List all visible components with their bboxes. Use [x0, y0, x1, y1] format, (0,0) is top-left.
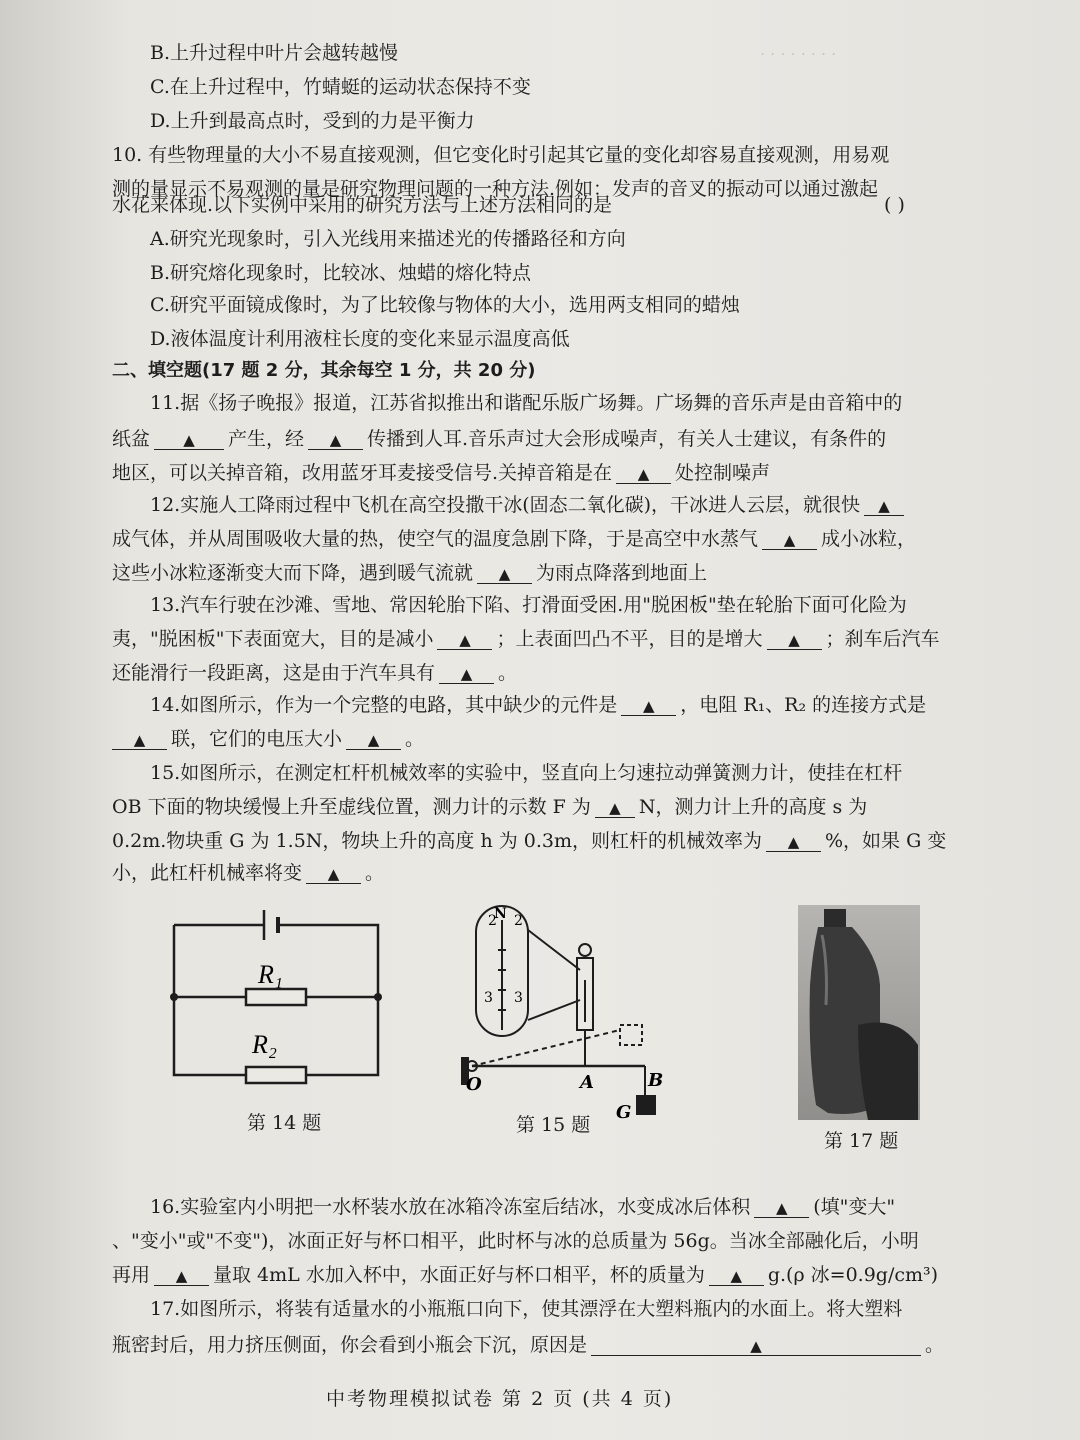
weight-g-label: G: [616, 1102, 632, 1123]
caption-q17: 第 17 题: [824, 1130, 899, 1152]
q10-stem-line2: 测的量显示不易观测的量是研究物理问题的一种方法.例如：发声的音叉的振动可以通过激起: [112, 178, 879, 200]
point-o-label: O: [466, 1074, 482, 1095]
q13-text: 夷，"脱困板"下表面宽大，目的是减小: [112, 628, 434, 650]
bleed-through-text: . . . . . . . .: [760, 40, 837, 59]
answer-blank[interactable]: ▲: [767, 631, 822, 650]
q10-stem-line1: 10. 有些物理量的大小不易直接观测，但它变化时引起其它量的变化却容易直接观测，用易观: [112, 144, 890, 166]
answer-blank[interactable]: ▲: [437, 631, 492, 650]
q12-line2: [112, 528, 916, 550]
q12-line1: [150, 494, 908, 516]
q13-line2: [112, 628, 940, 650]
q16-text: g.(ρ 冰=0.9g/cm³): [767, 1264, 939, 1286]
q14-text: 14.如图所示，作为一个完整的电路，其中缺少的元件是: [150, 694, 618, 716]
q15-text: 。: [365, 862, 385, 884]
answer-blank[interactable]: ▲: [154, 431, 224, 450]
scale-unit-label: N: [494, 906, 507, 922]
q12-text: 为雨点降落到地面上: [536, 562, 708, 584]
q17-text: 。: [925, 1334, 945, 1356]
answer-blank[interactable]: ▲: [616, 465, 671, 484]
q11-text: 纸盆: [112, 428, 151, 450]
q12-text: 12.实施人工降雨过程中飞机在高空投撒干冰(固态二氧化碳)，干冰进人云层，就很快: [150, 494, 861, 516]
answer-blank[interactable]: ▲: [754, 1199, 809, 1218]
lever-diagram: [440, 890, 670, 1130]
q15-line1: 15.如图所示，在测定杠杆机械效率的实验中，竖直向上匀速拉动弹簧测力计，使挂在杠杆: [150, 762, 903, 784]
q9-option-d: D.上升到最高点时，受到的力是平衡力: [150, 110, 475, 132]
scale-tick-label: 3: [484, 990, 493, 1006]
caption-q14: 第 14 题: [247, 1112, 322, 1134]
q12-line3: [112, 562, 707, 584]
q10-option-c: C.研究平面镜成像时，为了比较像与物体的大小，选用两支相同的蜡烛: [150, 294, 740, 316]
q10-option-b: B.研究熔化现象时，比较冰、烛蜡的熔化特点: [150, 262, 532, 284]
q10-answer-paren: ( ): [884, 194, 905, 216]
section-heading: 二、填空题(17 题 2 分，其余每空 1 分，共 20 分): [112, 360, 536, 381]
q11-text: 产生，经: [228, 428, 305, 450]
q16-line2: 、"变小"或"不变")，冰面正好与杯口相平，此时杯与冰的总质量为 56g。当冰全部融化后，小明: [112, 1230, 919, 1252]
q13-text: 还能滑行一段距离，这是由于汽车具有: [112, 662, 436, 684]
q16-text: (填"变大": [813, 1196, 896, 1218]
answer-blank[interactable]: ▲: [306, 865, 361, 884]
q14-text: 联，它们的电压大小: [171, 728, 343, 750]
q10-option-a: A.研究光现象时，引入光线用来描述光的传播路径和方向: [150, 228, 626, 250]
q16-line1: [150, 1196, 895, 1218]
r1-label: R₁: [258, 960, 283, 989]
q13-line1: 13.汽车行驶在沙滩、雪地、常因轮胎下陷、打滑面受困.用"脱困板"垫在轮胎下面可化险为: [150, 594, 907, 616]
answer-blank[interactable]: ▲: [477, 565, 532, 584]
q9-option-b: B.上升过程中叶片会越转越慢: [150, 42, 399, 64]
q17-line1: 17.如图所示，将装有适量水的小瓶瓶口向下，使其漂浮在大塑料瓶内的水面上。将大塑料: [150, 1298, 903, 1320]
q11-text: 地区，可以关掉音箱，改用蓝牙耳麦接受信号.关掉音箱是在: [112, 462, 613, 484]
caption-q15: 第 15 题: [516, 1114, 591, 1136]
q11-text: 传播到人耳.音乐声过大会形成噪声，有关人士建议，有条件的: [367, 428, 887, 450]
answer-blank[interactable]: ▲: [766, 833, 821, 852]
q11-line1: 11.据《扬子晚报》报道，江苏省拟推出和谐配乐版广场舞。广场舞的音乐声是由音箱中的: [150, 392, 903, 414]
circuit-diagram: [160, 895, 390, 1090]
point-b-label: B: [648, 1070, 664, 1091]
scale-tick-label: 3: [514, 990, 523, 1006]
weight-block: [636, 1095, 656, 1115]
q14-text: ，电阻 R₁、R₂ 的连接方式是: [680, 694, 927, 716]
q16-text: 16.实验室内小明把一水杯装水放在冰箱冷冻室后结冰，水变成冰后体积: [150, 1196, 751, 1218]
answer-blank[interactable]: ▲: [112, 731, 167, 750]
q13-text: ；刹车后汽车: [825, 628, 940, 650]
resistor-r1: [246, 989, 306, 1005]
q15-text: 0.2m.物块重 G 为 1.5N，物块上升的高度 h 为 0.3m，则杠杆的机械效率为: [112, 830, 762, 852]
q10-stem-line3: 水花来体现.以下实例中采用的研究方法与上述方法相同的是: [112, 194, 613, 216]
scale-tick-label: 2: [488, 913, 497, 929]
q14-line2: [112, 728, 424, 750]
scale-tick-label: 2: [514, 913, 523, 929]
page-footer: 中考物理模拟试卷 第 2 页 (共 4 页): [326, 1388, 674, 1410]
q14-text: 。: [405, 728, 425, 750]
q13-text: ；上表面凹凸不平，目的是增大: [496, 628, 763, 650]
q15-line2: [112, 796, 867, 818]
q9-option-c: C.在上升过程中，竹蜻蜓的运动状态保持不变: [150, 76, 531, 98]
answer-blank[interactable]: ▲: [308, 431, 363, 450]
q12-text: 成小冰粒，: [821, 528, 917, 550]
q11-line2: [112, 428, 886, 450]
q16-text: 再用: [112, 1264, 151, 1286]
answer-blank[interactable]: ▲: [595, 799, 635, 818]
answer-blank[interactable]: ▲: [346, 731, 401, 750]
point-a-label: A: [580, 1072, 594, 1093]
bottle-photo: [798, 905, 920, 1120]
q10-option-d: D.液体温度计利用液柱长度的变化来显示温度高低: [150, 328, 570, 350]
q14-line1: [150, 694, 926, 716]
answer-blank[interactable]: ▲: [439, 665, 494, 684]
r2-label: R₂: [252, 1030, 277, 1059]
q17-line2: [112, 1334, 944, 1356]
q12-text: 这些小冰粒逐渐变大而下降，遇到暖气流就: [112, 562, 474, 584]
answer-blank[interactable]: ▲: [154, 1267, 209, 1286]
bottle-icon: [798, 905, 920, 1120]
q16-text: 量取 4mL 水加入杯中，水面正好与杯口相平，杯的质量为: [213, 1264, 705, 1286]
answer-blank[interactable]: ▲: [762, 531, 817, 550]
q13-line3: [112, 662, 517, 684]
q12-text: 成气体，并从周围吸收大量的热，使空气的温度急剧下降，于是高空中水蒸气: [112, 528, 759, 550]
answer-blank[interactable]: ▲: [864, 497, 904, 516]
answer-blank[interactable]: ▲: [621, 697, 676, 716]
q15-text: OB 下面的物块缓慢上升至虚线位置，测力计的示数 F 为: [112, 796, 591, 818]
q11-line3: [112, 462, 770, 484]
q15-line4: [112, 862, 384, 884]
q16-line3: [112, 1264, 938, 1286]
q13-text: 。: [498, 662, 518, 684]
resistor-r2: [246, 1067, 306, 1083]
q15-text: %，如果 G 变: [825, 830, 947, 852]
answer-blank[interactable]: ▲: [591, 1337, 921, 1356]
q15-text: 小，此杠杆机械率将变: [112, 862, 303, 884]
q17-text: 瓶密封后，用力挤压侧面，你会看到小瓶会下沉，原因是: [112, 1334, 588, 1356]
q11-text: 处控制噪声: [675, 462, 771, 484]
q15-text: N，测力计上升的高度 s 为: [638, 796, 868, 818]
q15-line3: [112, 830, 946, 852]
answer-blank[interactable]: ▲: [709, 1267, 764, 1286]
